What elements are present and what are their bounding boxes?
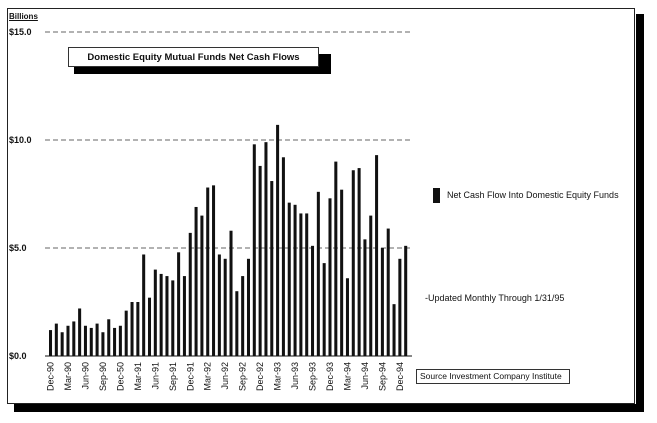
bar xyxy=(317,192,320,356)
bar xyxy=(125,311,128,356)
bar xyxy=(84,326,87,356)
bar xyxy=(276,125,279,356)
bar xyxy=(171,280,174,356)
x-tick-label: Mar-93 xyxy=(272,362,283,391)
bar xyxy=(352,170,355,356)
source-label: Source Investment Company Institute xyxy=(416,369,570,384)
update-note: -Updated Monthly Through 1/31/95 xyxy=(425,293,565,303)
bar xyxy=(311,246,314,356)
bar xyxy=(404,246,407,356)
bar xyxy=(305,213,308,356)
bar xyxy=(189,233,192,356)
bar xyxy=(119,326,122,356)
legend-label: Net Cash Flow Into Domestic Equity Funds xyxy=(447,190,619,200)
x-tick-label: Sep-94 xyxy=(377,362,388,392)
x-tick-label: Sep-92 xyxy=(237,362,248,392)
bar xyxy=(241,276,244,356)
x-tick-label: Jun-94 xyxy=(359,362,370,390)
bar xyxy=(259,166,262,356)
bar xyxy=(136,302,139,356)
bar xyxy=(96,324,99,356)
bar xyxy=(206,188,209,356)
x-tick-label: Mar-90 xyxy=(62,362,73,391)
bar xyxy=(224,259,227,356)
bar xyxy=(270,181,273,356)
bar xyxy=(235,291,238,356)
bar xyxy=(253,144,256,356)
x-tick-label: Jun-91 xyxy=(150,362,161,390)
bar xyxy=(78,308,81,356)
bar xyxy=(323,263,326,356)
bar xyxy=(340,190,343,356)
x-tick-label: Jun-92 xyxy=(220,362,231,390)
bar xyxy=(398,259,401,356)
bar xyxy=(346,278,349,356)
bar xyxy=(299,213,302,356)
bar xyxy=(66,326,69,356)
x-tick-label: Mar-91 xyxy=(132,362,143,391)
bar xyxy=(90,328,93,356)
bar xyxy=(393,304,396,356)
y-tick-label: $0.0 xyxy=(9,351,27,361)
x-axis-tick-labels xyxy=(46,362,405,391)
bar xyxy=(72,321,75,356)
bar xyxy=(55,324,58,356)
bar xyxy=(369,216,372,356)
y-tick-label: $15.0 xyxy=(9,27,32,37)
bar xyxy=(177,252,180,356)
bar xyxy=(165,276,168,356)
x-tick-label: Dec-90 xyxy=(45,362,56,392)
units-label: Billions xyxy=(9,12,38,21)
bar xyxy=(131,302,134,356)
bar xyxy=(363,239,366,356)
bar xyxy=(107,319,110,356)
x-tick-label: Sep-93 xyxy=(307,362,318,392)
bar xyxy=(113,328,116,356)
bar xyxy=(160,274,163,356)
bars xyxy=(49,125,407,356)
x-tick-label: Sep-90 xyxy=(97,362,108,392)
bar xyxy=(334,162,337,356)
bar xyxy=(154,270,157,356)
x-tick-label: Dec-50 xyxy=(115,362,126,392)
x-tick-label: Sep-91 xyxy=(167,362,178,392)
bar xyxy=(328,198,331,356)
x-tick-label: Mar-94 xyxy=(342,362,353,391)
legend-swatch xyxy=(433,188,440,203)
bar xyxy=(49,330,52,356)
x-tick-label: Dec-92 xyxy=(255,362,266,392)
bar xyxy=(387,229,390,356)
x-tick-label: Jun-90 xyxy=(80,362,91,390)
bar xyxy=(218,254,221,356)
bar xyxy=(288,203,291,356)
bar xyxy=(294,205,297,356)
bar xyxy=(183,276,186,356)
bar xyxy=(282,157,285,356)
x-tick-label: Dec-93 xyxy=(325,362,335,392)
chart-title: Domestic Equity Mutual Funds Net Cash Flows xyxy=(68,47,319,67)
bar xyxy=(148,298,151,356)
bar xyxy=(195,207,198,356)
x-tick-label: Mar-92 xyxy=(202,362,213,391)
x-tick-label: Jun-93 xyxy=(290,362,301,390)
bar xyxy=(381,248,384,356)
bar xyxy=(61,332,64,356)
x-tick-label: Dec-94 xyxy=(394,362,405,392)
bar xyxy=(358,168,361,356)
x-tick-label: Dec-91 xyxy=(185,362,196,392)
bar xyxy=(212,185,215,356)
bar xyxy=(264,142,267,356)
bar xyxy=(247,259,250,356)
bar xyxy=(375,155,378,356)
bar xyxy=(101,332,104,356)
bar xyxy=(200,216,203,356)
bar xyxy=(230,231,233,356)
bar xyxy=(142,254,145,356)
y-axis-tick-labels xyxy=(9,27,32,361)
y-tick-label: $5.0 xyxy=(9,243,27,253)
y-tick-label: $10.0 xyxy=(9,135,32,145)
